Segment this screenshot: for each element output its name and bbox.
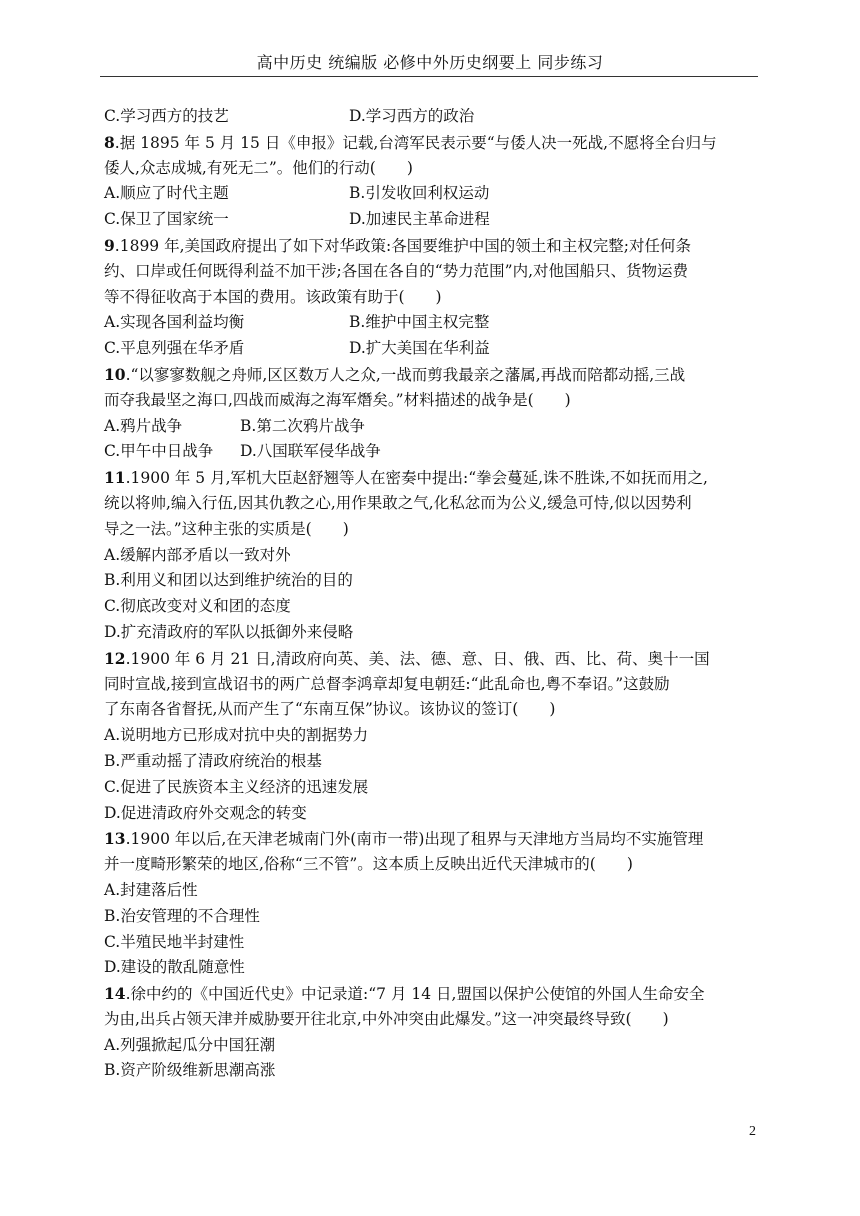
option-c: C.甲午中日战争 xyxy=(104,442,214,461)
question-number: 9 xyxy=(104,235,115,255)
option-c: C.学习西方的技艺 xyxy=(104,107,229,125)
option-b: B.资产阶级维新思潮高涨 xyxy=(104,1061,276,1080)
option-c: C.平息列强在华矛盾 xyxy=(104,339,245,358)
question-text: .据 1895 年 5 月 15 日《申报》记载,台湾军民表示要“与倭人决一死战,不愿将全台归与 xyxy=(114,133,717,152)
option-c: C.促进了民族资本主义经济的迅速发展 xyxy=(104,777,369,796)
option-d: D.扩大美国在华利益 xyxy=(349,339,490,358)
question-text: 等不得征收高于本国的费用。该政策有助于( ) xyxy=(104,287,442,306)
question-number: 10 xyxy=(104,364,126,384)
question-text: 了东南各省督抚,从而产生了“东南互保”协议。该协议的签订( ) xyxy=(104,700,556,719)
page-number: 2 xyxy=(749,1124,756,1139)
question-text: 并一度畸形繁荣的地区,俗称“三不管”。这本质上反映出近代天津城市的( ) xyxy=(104,855,633,874)
question-text: .1900 年 6 月 21 日,清政府向英、美、法、德、意、日、俄、西、比、荷、奥十一国 xyxy=(125,649,710,668)
question-text: .1900 年以后,在天津老城南门外(南市一带)出现了租界与天津地方当局均不实施管理 xyxy=(125,830,704,849)
option-d: D.建设的散乱随意性 xyxy=(104,958,245,977)
question-8 xyxy=(104,130,754,233)
question-13 xyxy=(104,826,754,981)
question-11 xyxy=(104,465,754,646)
option-a: A.封建落后性 xyxy=(104,880,198,899)
option-b: B.维护中国主权完整 xyxy=(349,313,490,332)
question-number: 12 xyxy=(104,648,126,668)
question-text: 倭人,众志成城,有死无二”。他们的行动( ) xyxy=(104,158,413,177)
question-text: .1900 年 5 月,军机大臣赵舒翘等人在密奏中提出:“拳会蔓延,诛不胜诛,不如抚而用之, xyxy=(125,469,708,488)
question-number: 8 xyxy=(104,132,115,152)
question-9 xyxy=(104,233,754,362)
option-row xyxy=(104,104,754,130)
question-text: 统以将帅,编入行伍,因其仇教之心,用作果敢之气,化私忿而为公义,缓急可恃,似以因势利 xyxy=(104,493,692,512)
option-b: B.第二次鸦片战争 xyxy=(240,416,365,435)
question-text: .徐中约的《中国近代史》中记录道:“7 月 14 日,盟国以保护公使馆的外国人生命安全 xyxy=(125,985,705,1004)
option-d: D.学习西方的政治 xyxy=(349,107,475,125)
question-text: .“以寥寥数舰之舟师,区区数万人之众,一战而剪我最亲之藩属,再战而陪都动摇,三战 xyxy=(125,365,686,384)
option-a: A.鸦片战争 xyxy=(104,416,183,435)
question-number: 11 xyxy=(104,468,126,488)
option-d: D.扩充清政府的军队以抵御外来侵略 xyxy=(104,622,354,641)
question-text: .1899 年,美国政府提出了如下对华政策:各国要维护中国的领土和主权完整;对任何条 xyxy=(114,236,691,255)
question-10 xyxy=(104,362,754,465)
question-content xyxy=(104,104,754,1084)
header-divider xyxy=(100,76,758,77)
option-a: A.列强掀起瓜分中国狂潮 xyxy=(104,1035,276,1054)
question-number: 13 xyxy=(104,829,126,849)
question-12 xyxy=(104,646,754,827)
option-a: A.说明地方已形成对抗中央的割据势力 xyxy=(104,726,369,745)
option-c: C.半殖民地半封建性 xyxy=(104,932,245,951)
page-header: 高中历史 统编版 必修中外历史纲要上 同步练习 xyxy=(256,53,604,72)
option-b: B.引发收回利权运动 xyxy=(349,184,490,203)
option-d: D.加速民主革命进程 xyxy=(349,210,490,229)
question-text: 为由,出兵占领天津并威胁要开往北京,中外冲突由此爆发。”这一冲突最终导致( ) xyxy=(104,1009,669,1028)
option-d: D.促进清政府外交观念的转变 xyxy=(104,803,307,822)
question-text: 同时宣战,接到宣战诏书的两广总督李鸿章却复电朝廷:“此乱命也,粤不奉诏。”这鼓励 xyxy=(104,674,670,693)
option-b: B.严重动摇了清政府统治的根基 xyxy=(104,751,322,770)
option-a: A.顺应了时代主题 xyxy=(104,184,229,203)
option-d: D.八国联军侵华战争 xyxy=(240,442,381,461)
option-c: C.彻底改变对义和团的态度 xyxy=(104,597,291,616)
option-b: B.利用义和团以达到维护统治的目的 xyxy=(104,571,353,590)
question-number: 14 xyxy=(104,984,126,1004)
question-text: 导之一法。”这种主张的实质是( ) xyxy=(104,519,349,538)
option-c: C.保卫了国家统一 xyxy=(104,210,229,229)
option-a: A.缓解内部矛盾以一致对外 xyxy=(104,545,291,564)
question-text: 约、口岸或任何既得利益不加干涉;各国在各自的“势力范围”内,对他国船只、货物运费 xyxy=(104,261,689,280)
question-14 xyxy=(104,981,754,1084)
question-text: 而夺我最坚之海口,四战而威海之海军熸矣。”材料描述的战争是( ) xyxy=(104,390,571,409)
option-b: B.治安管理的不合理性 xyxy=(104,906,260,925)
option-a: A.实现各国利益均衡 xyxy=(104,313,245,332)
